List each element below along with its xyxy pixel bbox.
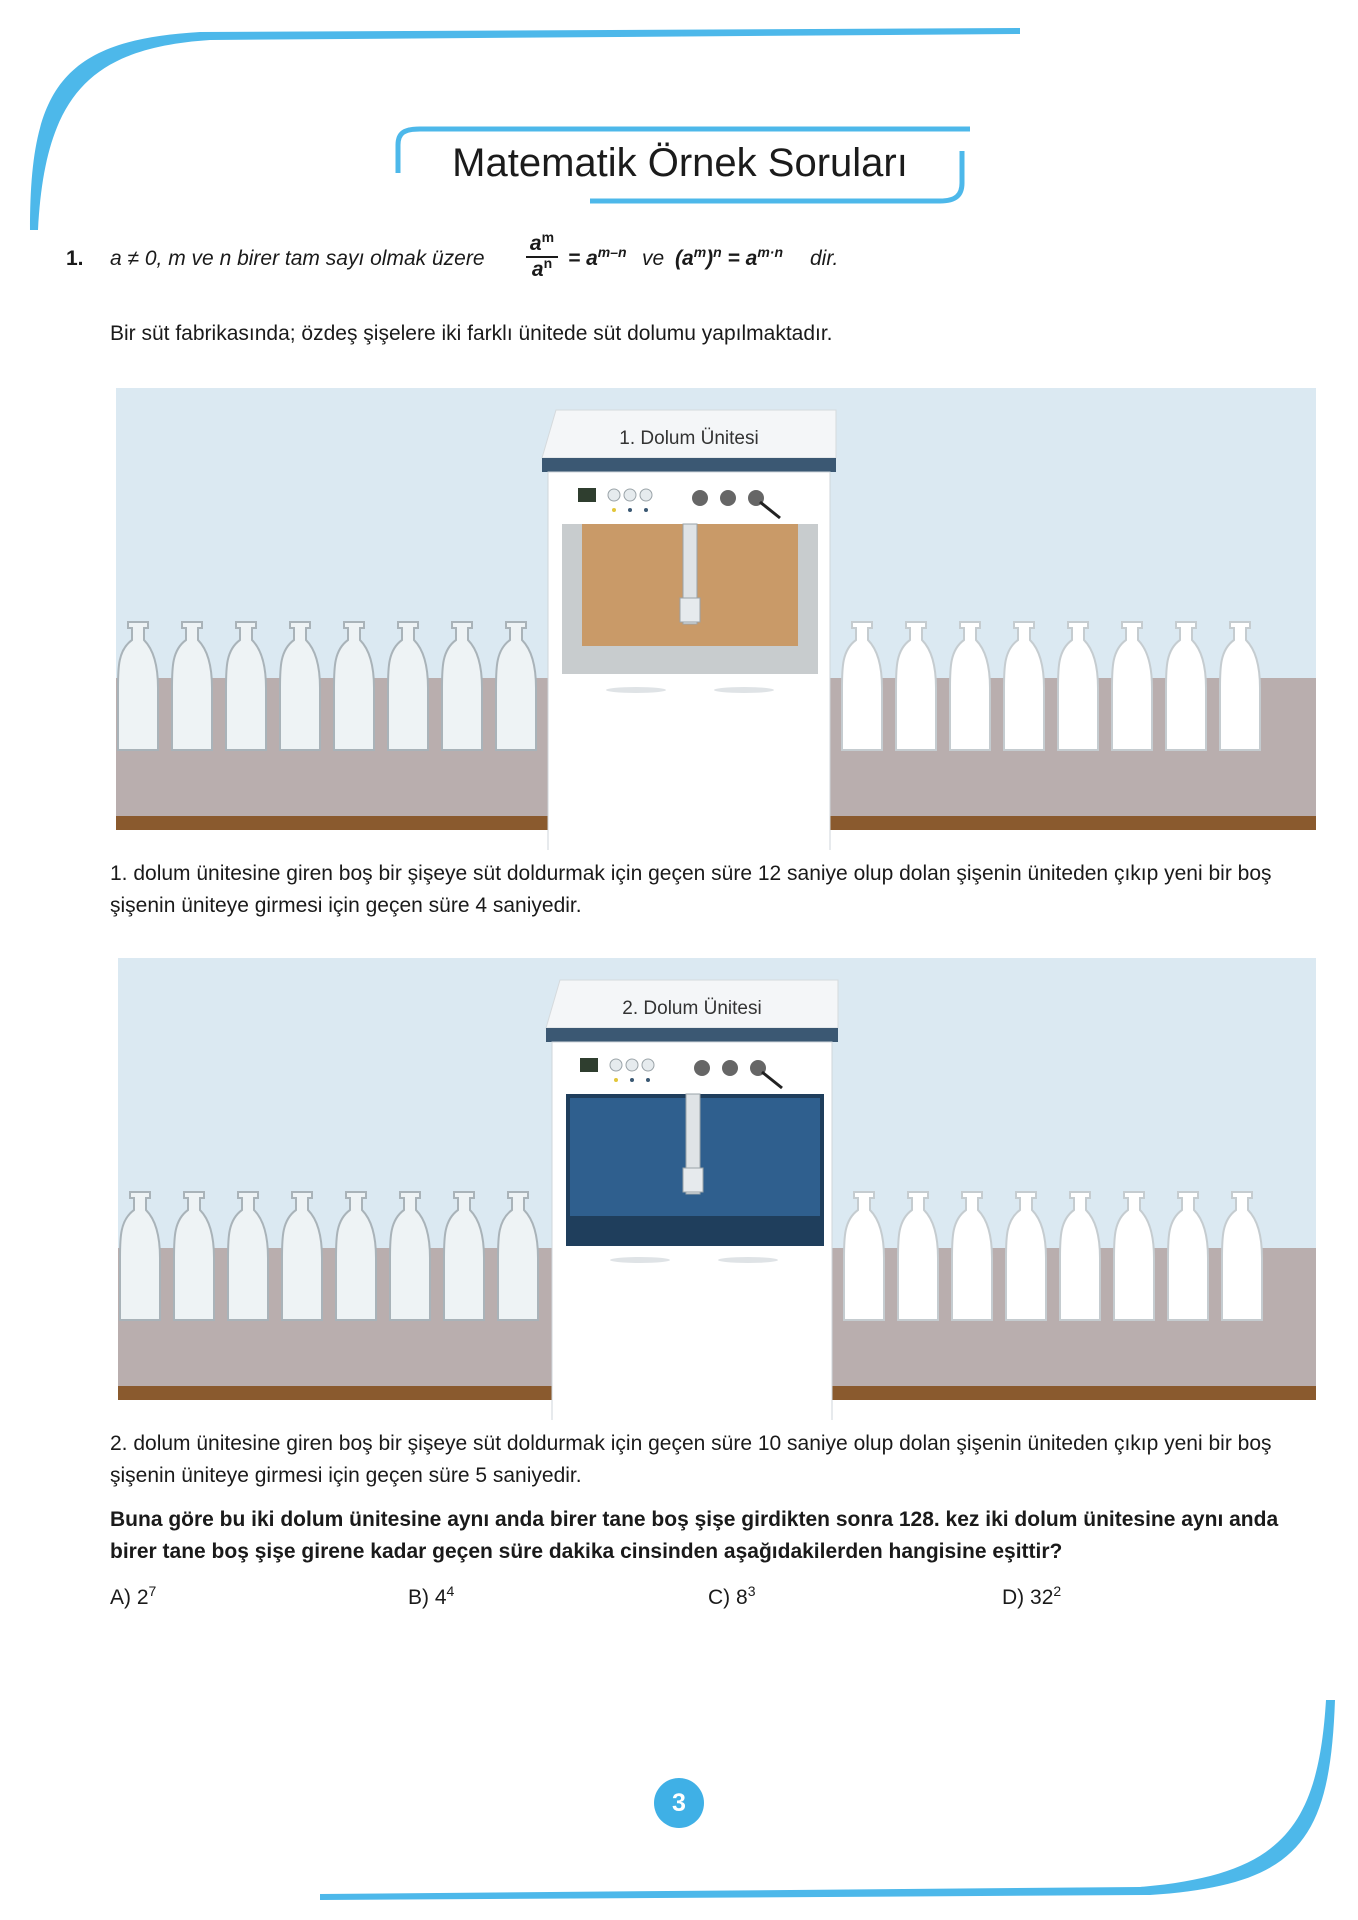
page-title: Matematik Örnek Soruları <box>452 141 908 185</box>
rule1-denominator: $a^n$ <box>531 255 553 281</box>
machine-unit-2 <box>546 980 838 1420</box>
unit1-description: 1. dolum ünitesine giren boş bir şişeye süt doldurmak için geçen süre 12 saniye olup dolan şişenin üniteden çıkıp yeni bir boş şişenin üniteye girmesi için geçen süre 4 saniyedir. <box>110 862 1272 917</box>
rule1-result: = $a^{m-n}$ <box>568 244 627 270</box>
choice-b[interactable]: B) $4^4$ <box>408 1583 455 1609</box>
question-number: 1. <box>66 247 84 270</box>
unit2-label: 2. Dolum Ünitesi <box>622 998 762 1019</box>
unit2-description: 2. dolum ünitesine giren boş bir şişeye süt doldurmak için geçen süre 10 saniye olup dolan şişenin üniteden çıkıp yeni bir boş şişenin üniteye girmesi için geçen süre 5 saniyedir. <box>110 1432 1272 1487</box>
machine-unit-1 <box>542 410 836 850</box>
filling-scene-2 <box>118 958 1316 1420</box>
rule1-fraction <box>522 229 562 282</box>
context-text: Bir süt fabrikasında; özdeş şişelere iki farklı ünitede süt dolumu yapılmaktadır. <box>110 322 833 345</box>
rule1-numerator: $a^m$ <box>529 229 555 255</box>
bottom-right-swoosh <box>320 1700 1335 1900</box>
title-box <box>390 125 970 205</box>
choice-c[interactable]: C) $8^3$ <box>708 1583 756 1609</box>
rule-suffix: dir. <box>810 247 839 270</box>
choice-a[interactable]: A) $2^7$ <box>110 1583 157 1609</box>
choice-d[interactable]: D) $32^2$ <box>1002 1583 1062 1609</box>
machine-band <box>542 458 836 472</box>
page-number-badge: 3 <box>654 1778 704 1828</box>
unit1-label: 1. Dolum Ünitesi <box>619 428 759 449</box>
rule-connector: ve <box>642 247 665 270</box>
rule2: $(a^m)^n = a^{m\cdot n}$ <box>675 244 783 270</box>
question-prompt: Buna göre bu iki dolum ünitesine aynı anda birer tane boş şişe girdikten sonra 128. kez iki dolum ünitesine aynı anda birer tane boş şişe girene kadar geçen süre dakika cinsinden aşağıdakilerden hangisine eşittir? <box>110 1508 1279 1563</box>
filling-scene-1 <box>116 388 1316 850</box>
rule-intro: a ≠ 0, m ve n birer tam sayı olmak üzere <box>110 247 485 270</box>
machine-band <box>546 1028 838 1042</box>
